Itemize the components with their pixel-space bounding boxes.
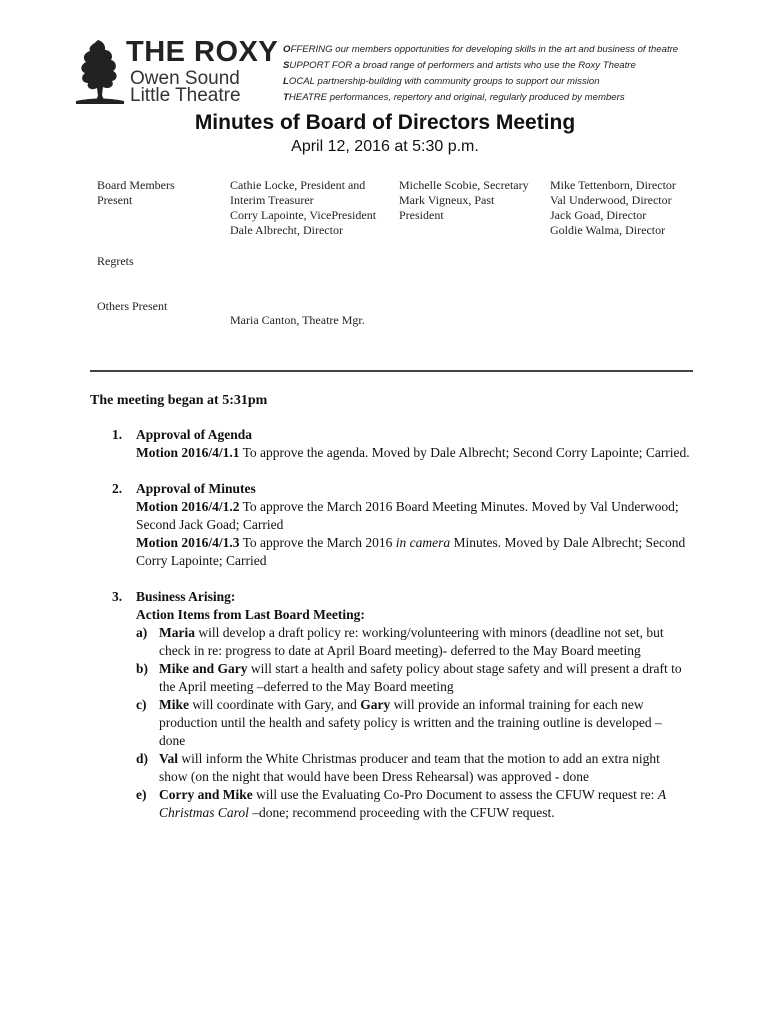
item-text: will develop a draft policy re: working/volunteering with minors (deadline not set, but check in re: progress to date at April Board meeting)- deferred to the May Board meeting	[159, 625, 664, 658]
section-number: 3.	[112, 589, 123, 604]
motion-id: Motion 2016/4/1.1	[136, 445, 240, 460]
attendee: President	[399, 208, 444, 222]
attendee: Goldie Walma, Director	[550, 223, 666, 237]
item-owner: Gary	[360, 697, 391, 712]
mission-line	[283, 42, 678, 58]
item-owner: Mike and Gary	[159, 661, 248, 676]
action-item	[136, 624, 690, 660]
mission-line	[283, 90, 678, 106]
section-subtitle: Action Items from Last Board Meeting:	[136, 607, 365, 622]
motion	[136, 444, 690, 462]
item-text: will use the Evaluating Co-Pro Document to assess the CFUW request re:	[252, 787, 658, 802]
motion-text: To approve the agenda. Moved by Dale Albrecht; Second Corry Lapointe; Carried.	[239, 445, 690, 460]
attendee: Cathie Locke, President and	[230, 178, 366, 192]
mission-text: UPPORT FOR a broad range of performers and artists who use the Roxy Theatre	[289, 60, 636, 71]
item-letter: b)	[136, 661, 149, 676]
section-title: Approval of Agenda	[136, 427, 253, 442]
action-item	[136, 660, 690, 696]
document-title: Minutes of Board of Directors Meeting	[194, 111, 576, 134]
item-text: –done; recommend proceeding with the CFUW request.	[248, 805, 555, 820]
minutes-body	[90, 392, 690, 840]
item-text: will coordinate with Gary, and	[189, 697, 361, 712]
attendees-column-2	[399, 178, 529, 223]
mission-line	[283, 74, 678, 90]
item-owner: Corry and Mike	[159, 787, 253, 802]
item-letter: c)	[136, 697, 147, 712]
mission-text: OCAL partnership-building with community groups to support our mission	[288, 76, 600, 87]
section-number: 2.	[112, 481, 123, 496]
item-italic: A Christmas Carol	[159, 787, 666, 820]
attendee: Interim Treasurer	[230, 193, 314, 207]
motion-text: To approve the March 2016 Board Meeting Minutes. Moved by Val Underwood; Second Jack Goad; Carried	[136, 499, 679, 532]
regrets-label: Regrets	[97, 254, 134, 268]
section-title: Approval of Minutes	[136, 481, 256, 496]
attendee: Dale Albrecht, Director	[230, 223, 343, 237]
motion-id: Motion 2016/4/1.2	[136, 499, 240, 514]
item-text: will start a health and safety policy about stage safety and will present a draft to the April meeting –deferred to the May Board meeting	[159, 661, 682, 694]
attendee: Mike Tettenborn, Director	[550, 178, 676, 192]
mission-initial: L	[283, 76, 289, 87]
label-line: Board Members	[97, 178, 175, 192]
section-divider	[90, 370, 693, 372]
item-owner: Maria	[159, 625, 195, 640]
section-number: 1.	[112, 427, 123, 442]
logo-title: THE ROXY	[126, 36, 279, 68]
item-owner: Mike	[159, 697, 189, 712]
mission-statement	[283, 42, 678, 106]
motion	[136, 498, 690, 534]
logo-line-1: Owen Sound	[130, 68, 240, 89]
item-letter: a)	[136, 625, 148, 640]
logo-line-2: Little Theatre	[130, 85, 241, 106]
item-text: will provide an informal training for each new production until the health and safety policy is written and the training outline is developed – done	[159, 697, 662, 748]
tree-icon	[74, 38, 126, 104]
meeting-date: April 12, 2016 at 5:30 p.m.	[291, 138, 479, 155]
attendee: Jack Goad, Director	[550, 208, 647, 222]
others-present-label: Others Present	[97, 299, 168, 313]
attendees-column-1	[230, 178, 376, 238]
attendee: Mark Vigneux, Past	[399, 193, 495, 207]
motion-text: To approve the March 2016	[239, 535, 396, 550]
motion	[136, 534, 690, 570]
action-items	[136, 624, 690, 822]
attendees-column-3	[550, 178, 676, 238]
agenda-section	[90, 426, 690, 462]
mission-initial: O	[283, 44, 291, 55]
board-members-label	[97, 178, 175, 208]
attendee: Val Underwood, Director	[550, 193, 672, 207]
item-owner: Val	[159, 751, 179, 766]
motion-id: Motion 2016/4/1.3	[136, 535, 240, 550]
attendee: Corry Lapointe, VicePresident	[230, 208, 377, 222]
action-item	[136, 786, 690, 822]
item-text: will inform the White Christmas producer and team that the motion to add an extra night show (on the night that would have been Dress Rehearsal) was approved - done	[159, 751, 660, 784]
action-item	[136, 696, 690, 750]
item-letter: d)	[136, 751, 149, 766]
mission-initial: S	[283, 60, 290, 71]
section-title: Business Arising:	[136, 589, 236, 604]
business-arising-section	[90, 588, 690, 822]
meeting-start: The meeting began at 5:31pm	[90, 393, 268, 408]
mission-initial: T	[283, 92, 289, 103]
motion-text: Minutes. Moved by Dale Albrecht; Second Corry Lapointe; Carried	[136, 535, 686, 568]
minutes-section	[90, 480, 690, 570]
label-line: Present	[97, 193, 133, 207]
attendee: Michelle Scobie, Secretary	[399, 178, 529, 192]
mission-text: FFERING our members opportunities for developing skills in the art and business of theatre	[290, 44, 679, 55]
mission-text: HEATRE performances, repertory and original, regularly produced by members	[288, 92, 625, 103]
roxy-logo	[74, 36, 279, 106]
others-present-value: Maria Canton, Theatre Mgr.	[230, 313, 365, 327]
mission-line	[283, 58, 678, 74]
motion-italic: in camera	[395, 535, 451, 550]
action-item	[136, 750, 690, 786]
item-letter: e)	[136, 787, 147, 802]
